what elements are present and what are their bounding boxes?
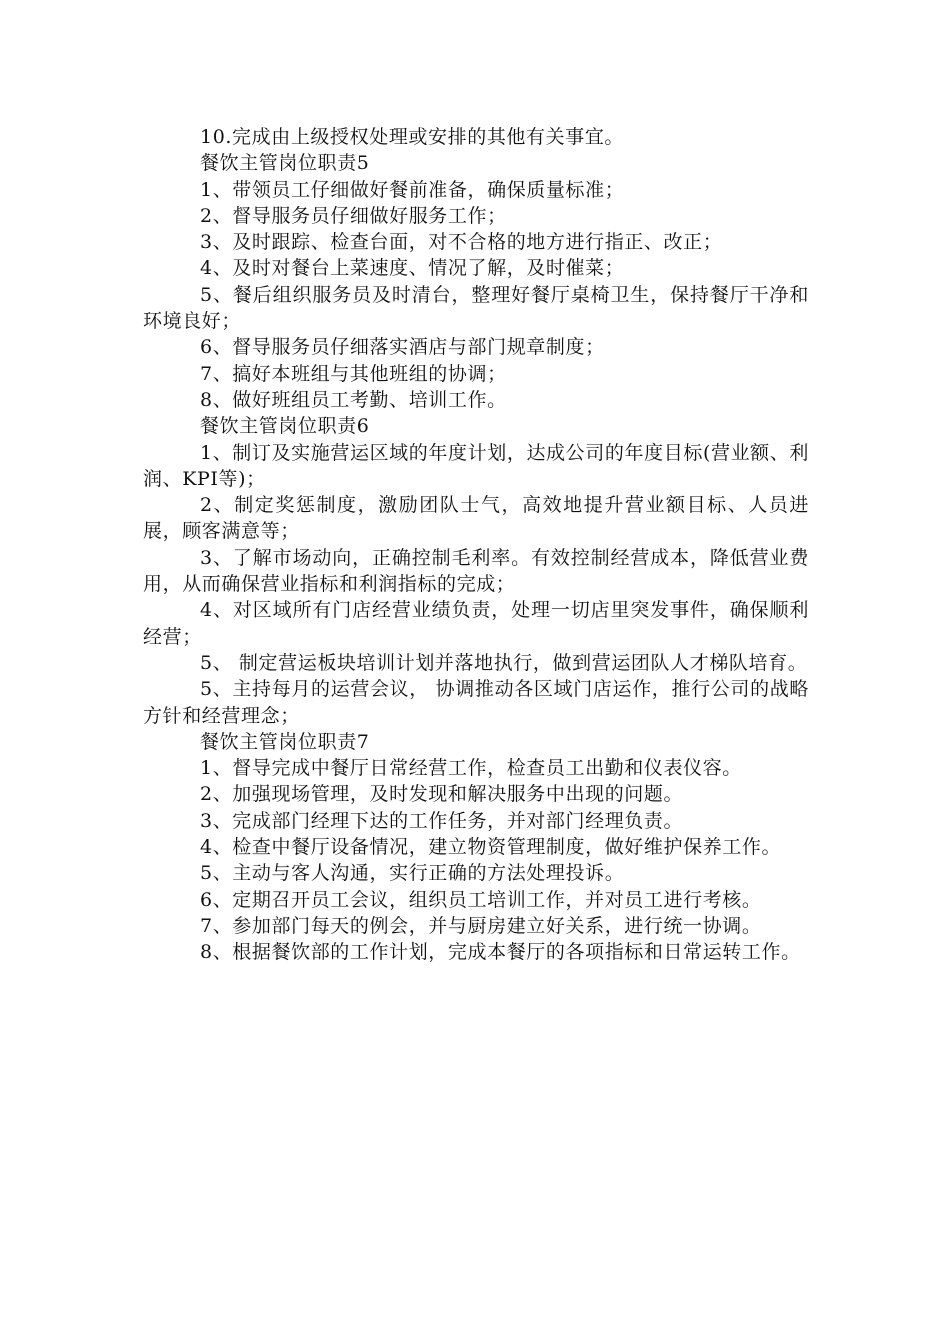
paragraph: 6、定期召开员工会议，组织员工培训工作，并对员工进行考核。 (200, 888, 762, 911)
paragraph: 4、检查中餐厅设备情况，建立物资管理制度，做好维护保养工作。 (200, 836, 782, 859)
section-heading: 餐饮主管岗位职责5 (200, 152, 370, 175)
paragraph: 10.完成由上级授权处理或安排的其他有关事宜。 (200, 126, 625, 148)
paragraph: 7、搞好本班组与其他班组的协调； (200, 362, 507, 385)
paragraph: 2、加强现场管理，及时发现和解决服务中出现的问题。 (200, 783, 684, 806)
paragraph: 8、做好班组员工考勤、培训工作。 (200, 388, 507, 411)
paragraph: 3、了解市场动向，正确控制毛利率。有效控制经营成本，降低营业费用，从而确保营业指标和利润指标的完成； (143, 546, 809, 596)
paragraph: 3、及时跟踪、检查台面，对不合格的地方进行指正、改正； (200, 231, 723, 254)
paragraph: 8、根据餐饮部的工作计划，完成本餐厅的各项指标和日常运转工作。 (200, 941, 801, 964)
paragraph: 5、 制定营运板块培训计划并落地执行，做到营运团队人才梯队培育。 (200, 651, 808, 674)
paragraph: 1、带领员工仔细做好餐前准备，确保质量标准； (200, 178, 625, 201)
paragraph: 2、制定奖惩制度，激励团队士气，高效地提升营业额目标、人员进展，顾客满意等； (143, 494, 809, 543)
paragraph: 4、及时对餐台上菜速度、情况了解，及时催菜； (200, 257, 625, 280)
document-body (143, 124, 809, 966)
paragraph: 7、参加部门每天的例会，并与厨房建立好关系，进行统一协调。 (200, 914, 762, 937)
paragraph: 2、督导服务员仔细做好服务工作； (200, 204, 507, 227)
paragraph: 6、督导服务员仔细落实酒店与部门规章制度； (200, 336, 605, 359)
paragraph: 5、餐后组织服务员及时清台，整理好餐厅桌椅卫生，保持餐厅干净和环境良好； (143, 283, 809, 333)
paragraph: 5、主持每月的运营会议， 协调推动各区域门店运作，推行公司的战略方针和经营理念； (143, 678, 809, 727)
paragraph: 1、制订及实施营运区域的年度计划，达成公司的年度目标(营业额、利润、KPI等)； (143, 441, 809, 490)
paragraph: 4、对区域所有门店经营业绩负责，处理一切店里突发事件，确保顺利经营； (143, 599, 809, 648)
section-heading: 餐饮主管岗位职责6 (200, 415, 370, 438)
paragraph: 3、完成部门经理下达的工作任务，并对部门经理负责。 (200, 809, 684, 832)
paragraph: 1、督导完成中餐厅日常经营工作，检查员工出勤和仪表仪容。 (200, 757, 742, 780)
paragraph: 5、主动与客人沟通，实行正确的方法处理投诉。 (200, 862, 625, 885)
section-heading: 餐饮主管岗位职责7 (200, 730, 370, 753)
